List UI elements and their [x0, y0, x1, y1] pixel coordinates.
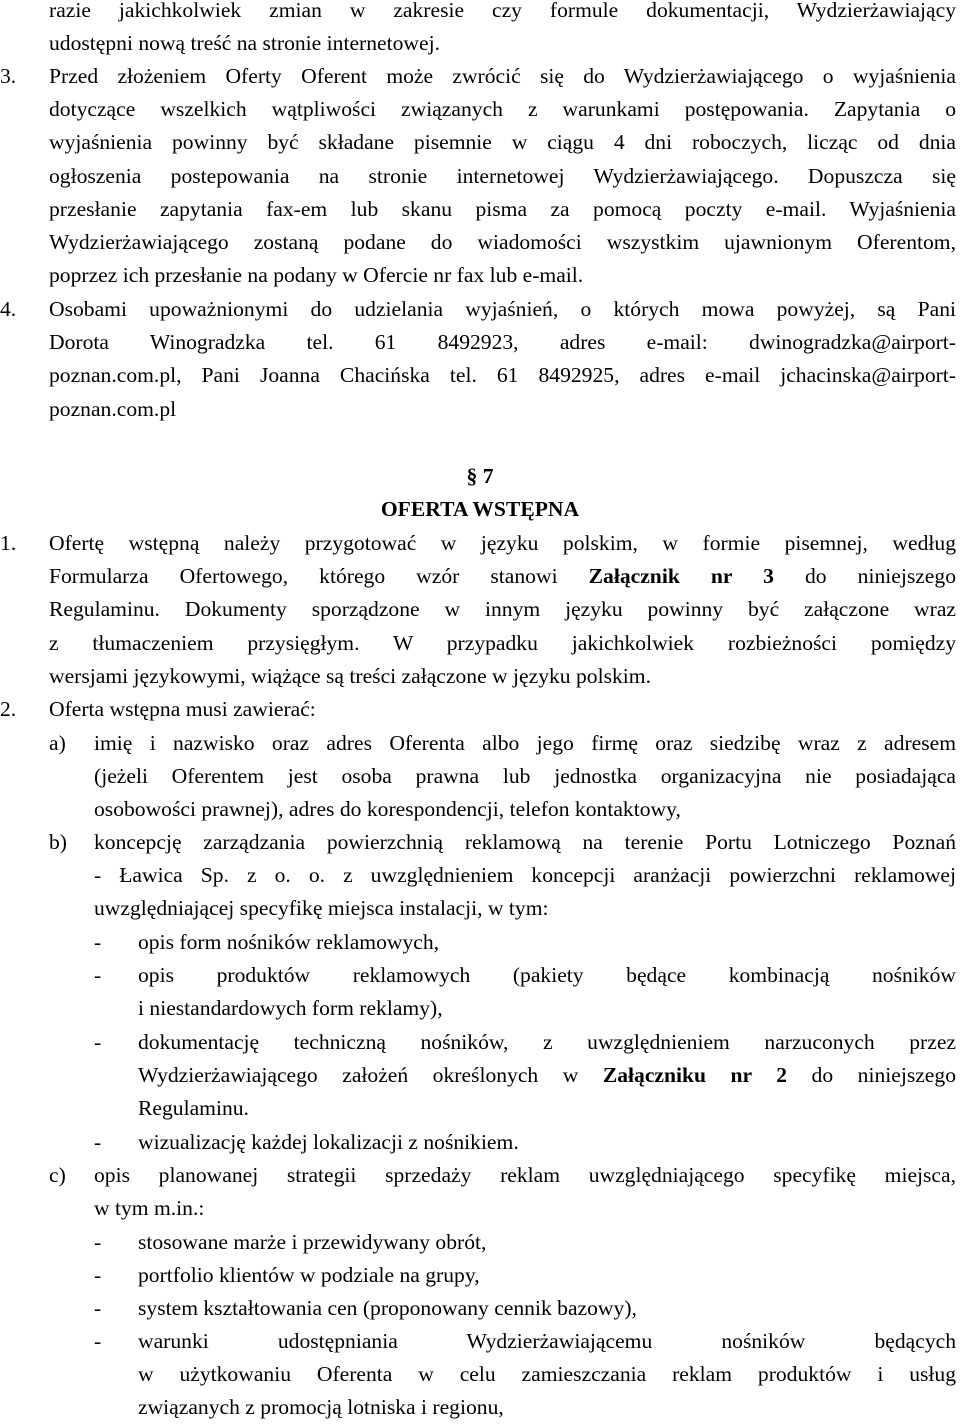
dash-marker: - — [94, 930, 102, 954]
text-line: dokumentację techniczną nośników, z uwzględnieniem narzuconych przez — [138, 1030, 956, 1054]
item-text — [138, 926, 956, 959]
text-line: Regulaminu. Dokumenty sporządzone w innym języku powinny być załączone wraz — [49, 597, 956, 622]
item-text — [138, 1026, 956, 1126]
text-line — [138, 1059, 956, 1092]
item-text — [138, 959, 956, 1025]
text-line: system kształtowania cen (proponowany cennik bazowy), — [138, 1296, 637, 1320]
continuation-paragraph — [49, 0, 956, 60]
text-line: wersjami językowymi, wiążące są treści załączone w języku polskim. — [49, 663, 651, 688]
text-line: opis form nośników reklamowych, — [138, 930, 440, 954]
text-line: Ofertę wstępną należy przygotować w języku polskim, w formie pisemnej, według — [49, 531, 956, 555]
attachment-reference: Załączniku nr 2 — [602, 1063, 788, 1088]
item-text — [94, 1159, 956, 1225]
dash-marker: - — [94, 1230, 102, 1254]
dash-marker: - — [94, 1329, 102, 1353]
text-line: razie jakichkolwiek zmian w zakresie czy formule dokumentacji, Wydzierżawiający — [49, 0, 956, 22]
item-number: 3. — [0, 64, 17, 88]
text-line: osobowości prawnej), adres do korespondencji, telefon kontaktowy, — [94, 797, 681, 822]
text-line: Wydzierżawiającego zostaną podane do wiadomości wszystkim ujawnionym Oferentom, — [49, 230, 956, 255]
text-line: (jeżeli Oferentem jest osoba prawna lub jednostka organizacyjna nie posiadająca — [94, 764, 956, 789]
dash-marker: - — [94, 1030, 102, 1054]
text-line: poprzez ich przesłanie na podany w Ofercie nr fax lub e-mail. — [49, 263, 584, 288]
item-text — [138, 1292, 956, 1325]
item-text — [49, 293, 956, 426]
item-number: 1. — [0, 531, 17, 555]
item-text — [49, 527, 956, 693]
text-run: Wydzierżawiającego założeń określonych w — [138, 1063, 579, 1088]
section-number: § 7 — [466, 464, 494, 488]
text-line: imię i nazwisko oraz adres Oferenta albo jego firmę oraz siedzibę wraz z adresem — [94, 731, 956, 755]
dash-marker: - — [94, 1130, 102, 1154]
item-text — [49, 693, 956, 726]
text-line: z tłumaczeniem przysięgłym. W przypadku jakichkolwiek rozbieżności pomiędzy — [49, 630, 956, 655]
text-line: koncepcję zarządzania powierzchnią reklamową na terenie Portu Lotniczego Poznań — [94, 830, 956, 854]
text-line: Regulaminu. — [138, 1096, 249, 1121]
item-number: 4. — [0, 297, 17, 321]
text-line — [49, 560, 956, 593]
attachment-reference: Załącznik nr 3 — [588, 564, 774, 589]
text-run: Formularza Ofertowego, którego wzór stanowi — [49, 564, 558, 589]
text-line: ogłoszenia postepowania na stronie internetowej Wydzierżawiającego. Dopuszcza się — [49, 163, 956, 188]
dash-marker: - — [94, 963, 102, 987]
item-text — [49, 60, 956, 292]
text-line: poznan.com.pl — [49, 396, 177, 421]
text-line: w użytkowaniu Oferenta w celu zamieszczania reklam produktów i usług — [138, 1362, 956, 1387]
text-run: do niniejszego — [805, 564, 956, 589]
text-line: udostępni nową treść na stronie internetowej. — [49, 31, 440, 56]
item-letter: c) — [49, 1163, 66, 1187]
dash-marker: - — [94, 1296, 102, 1320]
item-text — [94, 826, 956, 926]
text-line: w tym m.in.: — [94, 1196, 205, 1221]
text-line: dotyczące wszelkich wątpliwości związanych z warunkami postępowania. Zapytania o — [49, 97, 956, 122]
item-letter: b) — [49, 830, 67, 854]
item-text — [94, 727, 956, 827]
section-title: OFERTA WSTĘPNA — [380, 497, 580, 521]
item-text — [138, 1126, 956, 1159]
text-line: Dorota Winogradzka tel. 61 8492923, adres e-mail: dwinogradzka@airport- — [49, 330, 956, 355]
text-line: stosowane marże i przewidywany obrót, — [138, 1230, 487, 1254]
item-text — [138, 1259, 956, 1292]
text-line: poznan.com.pl, Pani Joanna Chacińska tel. 61 8492925, adres e-mail jchacinska@airport- — [49, 363, 956, 388]
text-line: Oferta wstępna musi zawierać: — [49, 697, 316, 721]
item-number: 2. — [0, 697, 17, 721]
text-line: wizualizację każdej lokalizacji z nośnikiem. — [138, 1130, 519, 1154]
text-line: portfolio klientów w podziale na grupy, — [138, 1263, 480, 1287]
text-line: przesłanie zapytania fax-em lub skanu pisma za pomocą poczty e-mail. Wyjaśnienia — [49, 196, 956, 221]
dash-marker: - — [94, 1263, 102, 1287]
text-line: opis planowanej strategii sprzedaży reklam uwzględniającego specyfikę miejsca, — [94, 1163, 956, 1187]
text-line: Przed złożeniem Oferty Oferent może zwrócić się do Wydzierżawiającego o wyjaśnienia — [49, 64, 956, 88]
text-run: do niniejszego — [811, 1063, 956, 1088]
text-line: opis produktów reklamowych (pakiety będące kombinacją nośników — [138, 963, 956, 987]
text-line: wyjaśnienia powinny być składane pisemnie w ciągu 4 dni roboczych, licząc od dnia — [49, 130, 956, 155]
item-text — [138, 1226, 956, 1259]
text-line: uwzględniającej specyfikę miejsca instalacji, w tym: — [94, 896, 549, 921]
text-line: związanych z promocją lotniska i regionu, — [138, 1395, 504, 1420]
text-line: - Ławica Sp. z o. o. z uwzględnieniem koncepcji aranżacji powierzchni reklamowej — [94, 863, 956, 888]
item-letter: a) — [49, 731, 66, 755]
text-line: Osobami upoważnionymi do udzielania wyjaśnień, o których mowa powyżej, są Pani — [49, 297, 956, 321]
item-text — [138, 1325, 956, 1425]
text-line: i niestandardowych form reklamy), — [138, 996, 443, 1021]
text-line: warunki udostępniania Wydzierżawiającemu nośników będących — [138, 1329, 956, 1353]
